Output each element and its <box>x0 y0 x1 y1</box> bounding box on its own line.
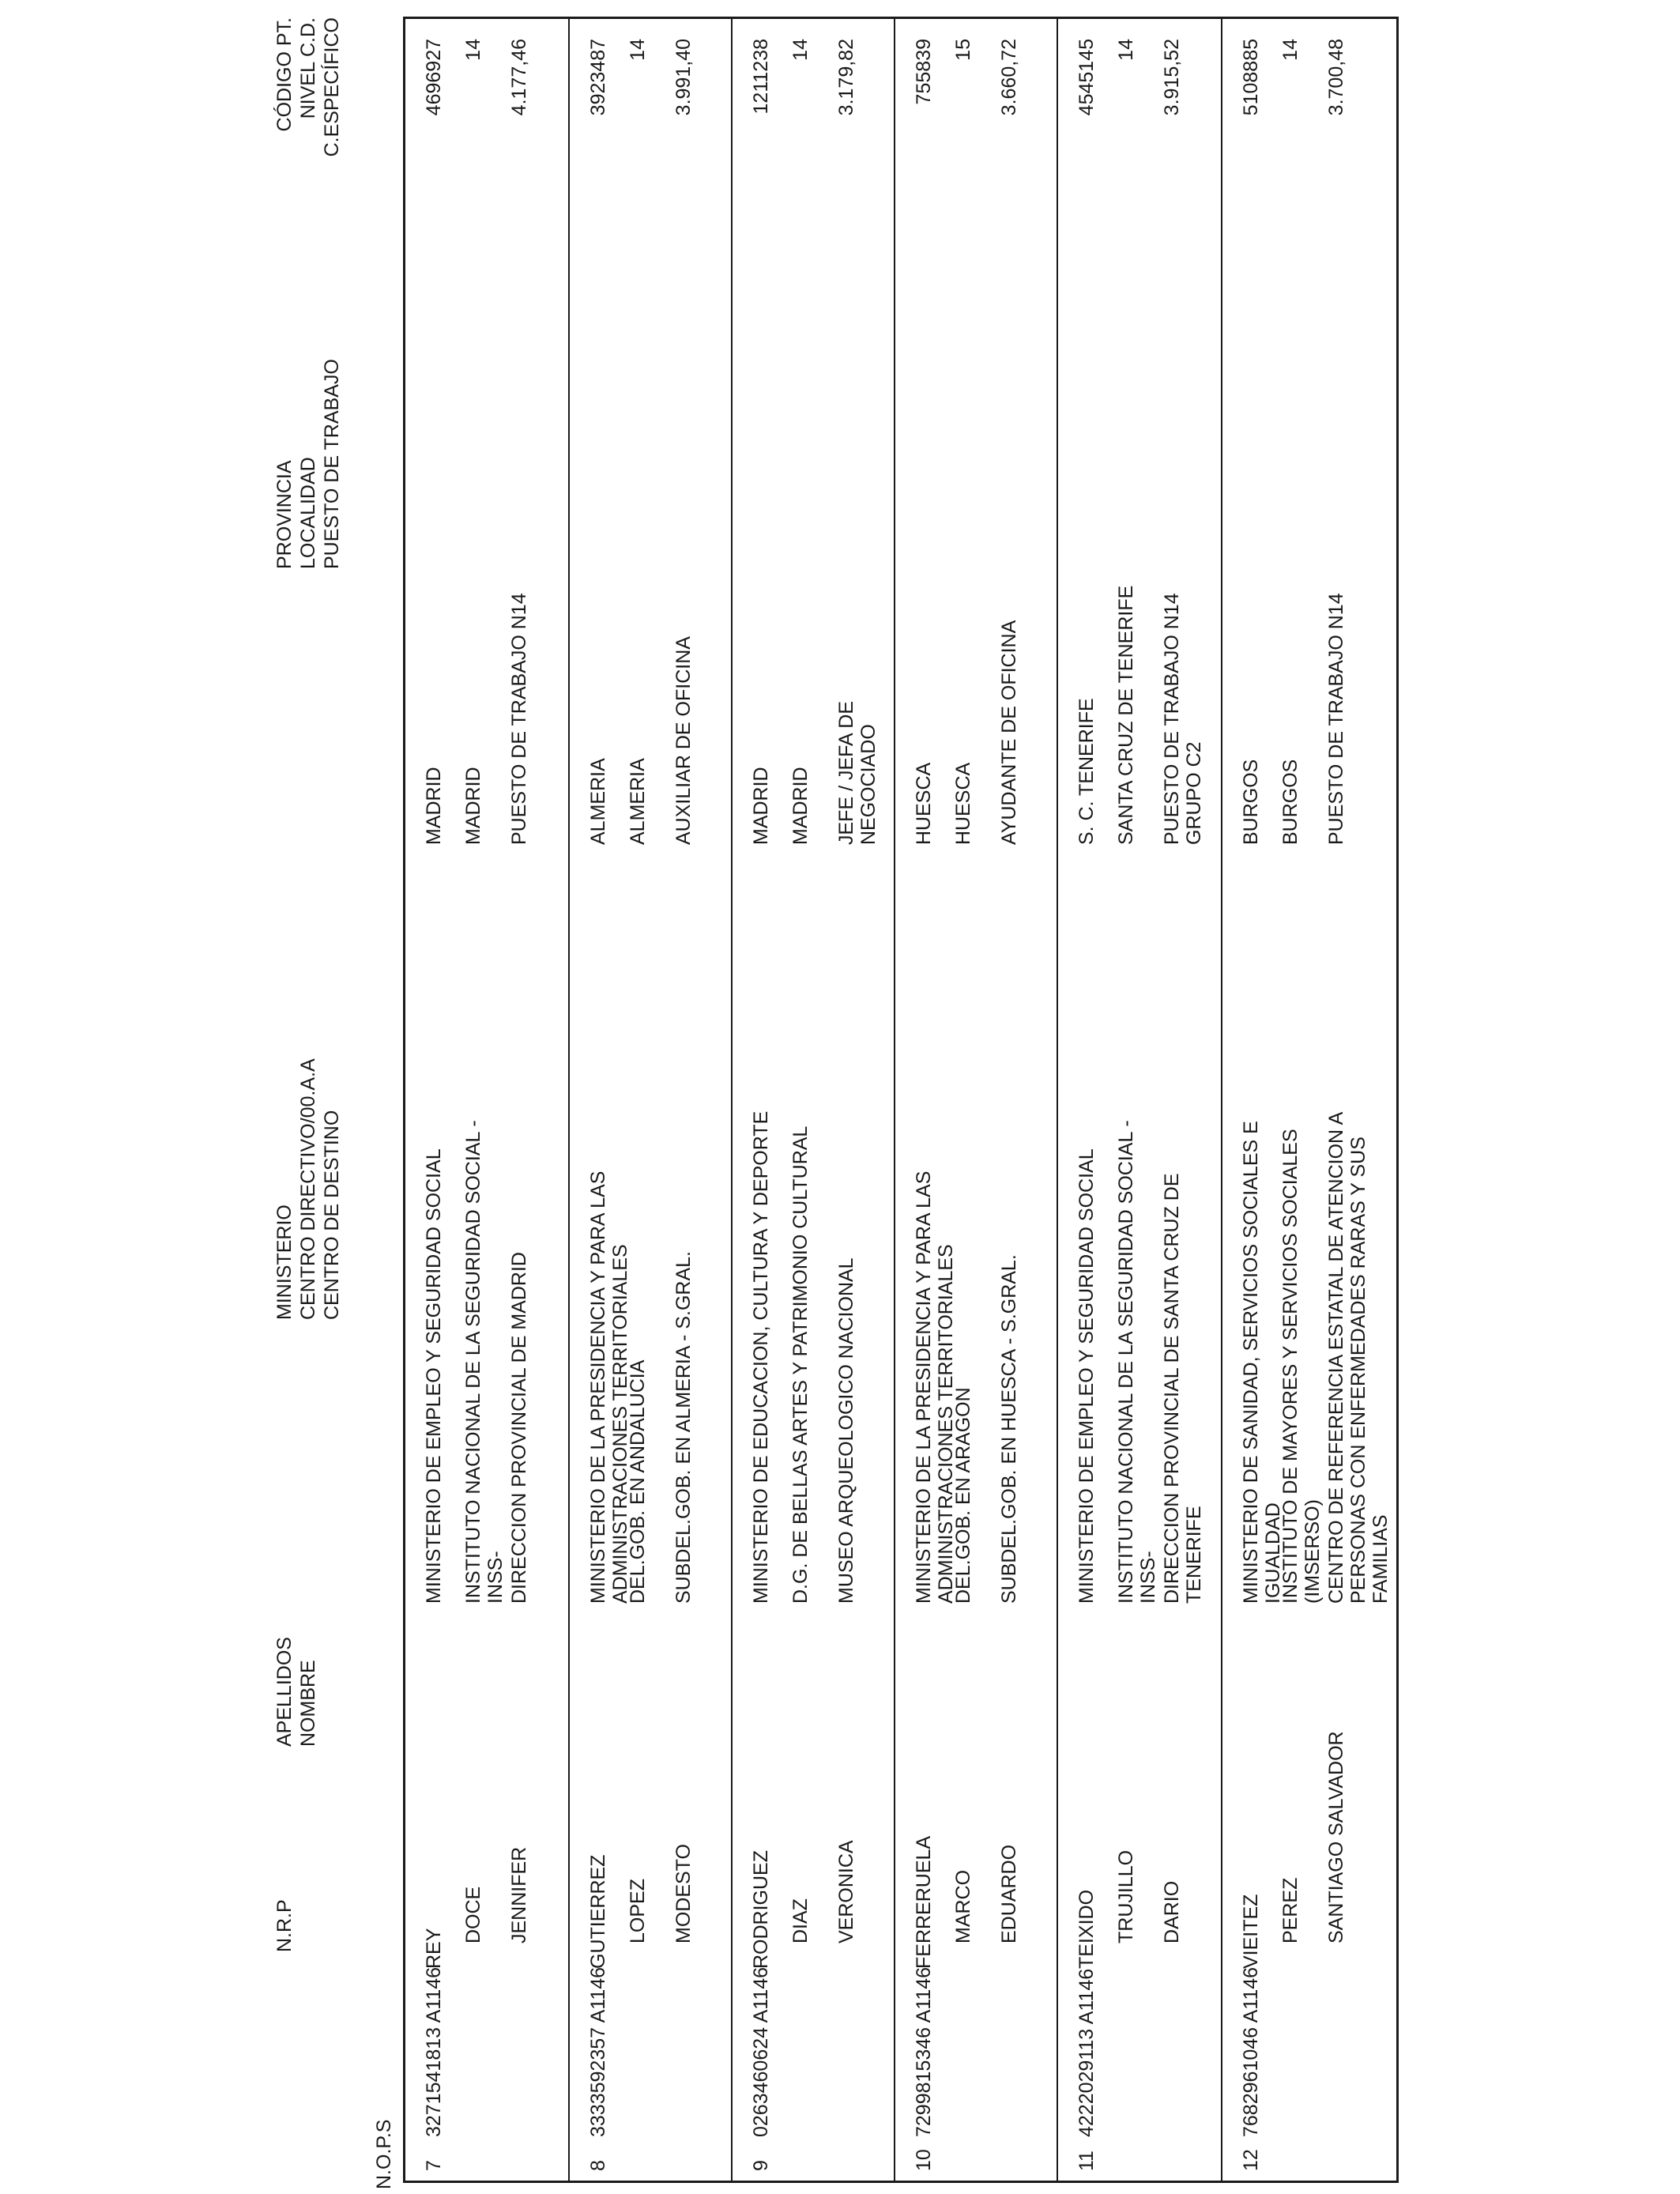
header-nops-label: N.O.P.S <box>373 2119 395 2189</box>
record-apellido2: PEREZ <box>1279 1877 1301 1943</box>
record-provincia: ALMERIA <box>587 758 609 845</box>
record-nombre: EDUARDO <box>998 1844 1020 1943</box>
record-especifico: 4.177,46 <box>508 39 530 116</box>
record-nrp: 7299815346 A1146 <box>913 1966 935 2137</box>
record-nops: 7 <box>423 2160 445 2171</box>
record-localidad: SANTA CRUZ DE TENERIFE <box>1115 585 1137 845</box>
record-puesto: PUESTO DE TRABAJO N14 <box>508 593 530 845</box>
record-nivel: 15 <box>952 39 974 61</box>
header-nrp <box>273 1794 399 1952</box>
record-nombre: DARIO <box>1161 1880 1183 1943</box>
record-ministerio: MINISTERIO DE LA PRESIDENCIA Y PARA LAS ADMINISTRACIONES TERRITORIALES <box>587 1171 631 1604</box>
record-centro-directivo: INSTITUTO NACIONAL DE LA SEGURIDAD SOCIAL -INSS- <box>1115 1120 1159 1604</box>
record-nivel: 14 <box>1115 39 1137 61</box>
record-row <box>568 19 731 2181</box>
record-nops: 8 <box>587 2160 609 2171</box>
header-nrp-label: N.R.P <box>273 1899 296 1952</box>
record-centro-destino: DIRECCION PROVINCIAL DE MADRID <box>508 1252 530 1604</box>
record-apellido2: TRUJILLO <box>1115 1849 1137 1943</box>
record-nivel: 14 <box>627 39 649 61</box>
header-ministerio-centros <box>273 925 399 1320</box>
record-nivel: 14 <box>462 39 484 61</box>
record-apellido1: FERRERUELA <box>913 1835 935 1969</box>
record-puesto: AUXILIAR DE OFICINA <box>672 636 695 845</box>
record-provincia: HUESCA <box>913 762 935 845</box>
record-provincia: BURGOS <box>1240 759 1262 845</box>
header-puesto-label: PUESTO DE TRABAJO <box>321 359 343 569</box>
record-especifico: 3.991,40 <box>672 39 695 116</box>
record-especifico: 3.700,48 <box>1325 39 1347 116</box>
header-centro-directivo-label: CENTRO DIRECTIVO/00.A.A <box>297 1058 319 1320</box>
record-ministerio: MINISTERIO DE LA PRESIDENCIA Y PARA LAS ADMINISTRACIONES TERRITORIALES <box>913 1171 957 1604</box>
record-apellido2: DOCE <box>462 1886 484 1943</box>
record-codigo: 1211238 <box>750 39 772 115</box>
record-row <box>1057 19 1221 2181</box>
header-localidad-label: LOCALIDAD <box>297 457 319 569</box>
record-apellido1: RODRIGUEZ <box>750 1850 772 1969</box>
record-codigo: 4545145 <box>1075 39 1098 116</box>
record-nops: 12 <box>1240 2149 1262 2171</box>
record-nombre: SANTIAGO SALVADOR <box>1325 1731 1347 1943</box>
record-nrp: 7682961046 A1146 <box>1240 1966 1262 2137</box>
record-localidad: HUESCA <box>952 762 974 845</box>
record-puesto: AYUDANTE DE OFICINA <box>998 620 1020 845</box>
record-nops: 9 <box>750 2160 772 2171</box>
record-codigo: 4696927 <box>423 39 445 116</box>
record-row <box>1221 19 1396 2181</box>
record-centro-directivo: D.G. DE BELLAS ARTES Y PATRIMONIO CULTURAL <box>789 1125 812 1604</box>
record-localidad: ALMERIA <box>627 758 649 845</box>
record-centro-destino: DIRECCION PROVINCIAL DE SANTA CRUZ DE TENERIFE <box>1161 1173 1205 1604</box>
record-especifico: 3.660,72 <box>998 39 1020 116</box>
record-ministerio: MINISTERIO DE EMPLEO Y SEGURIDAD SOCIAL <box>1075 1148 1098 1604</box>
record-codigo: 755839 <box>913 39 935 105</box>
record-centro-destino: SUBDEL.GOB. EN HUESCA - S.GRAL. <box>998 1254 1020 1604</box>
record-nivel: 14 <box>1279 39 1301 61</box>
header-provincia-label: PROVINCIA <box>273 460 296 569</box>
record-nombre: MODESTO <box>672 1844 695 1943</box>
header-provincia-puesto <box>273 253 399 569</box>
records-table <box>403 17 1399 2183</box>
record-centro-destino: CENTRO DE REFERENCIA ESTATAL DE ATENCION A PERSONAS CON ENFERMEDADES RARAS Y SUS FAMILIAS <box>1325 1113 1392 1604</box>
record-especifico: 3.915,52 <box>1161 39 1183 116</box>
record-provincia: S. C. TENERIFE <box>1075 698 1098 845</box>
record-puesto: PUESTO DE TRABAJO N14 GRUPO C2 <box>1161 593 1205 845</box>
record-puesto: JEFE / JEFA DE NEGOCIADO <box>835 701 880 845</box>
record-apellido1: REY <box>423 1928 445 1969</box>
record-nombre: JENNIFER <box>508 1846 530 1943</box>
header-nombre-label: NOMBRE <box>297 1660 319 1747</box>
record-centro-destino: MUSEO ARQUEOLOGICO NACIONAL <box>835 1257 857 1604</box>
record-nops: 10 <box>913 2149 935 2171</box>
record-provincia: MADRID <box>750 767 772 845</box>
record-localidad: MADRID <box>789 767 812 845</box>
record-centro-directivo: INSTITUTO DE MAYORES Y SERVICIOS SOCIALES (IMSERSO) <box>1279 1129 1324 1604</box>
header-nops <box>273 2094 399 2189</box>
record-nivel: 14 <box>789 39 812 61</box>
record-puesto: PUESTO DE TRABAJO N14 <box>1325 593 1347 845</box>
record-nrp: 3333592357 A1146 <box>587 1966 609 2137</box>
record-row <box>405 19 568 2181</box>
header-codigo-label: CÓDIGO PT. <box>273 17 296 132</box>
record-apellido2: MARCO <box>952 1869 974 1943</box>
record-apellido2: DIAZ <box>789 1898 812 1943</box>
record-ministerio: MINISTERIO DE EDUCACION, CULTURA Y DEPORTE <box>750 1110 772 1604</box>
rotated-landscape-table <box>273 8 1403 2189</box>
record-centro-directivo: INSTITUTO NACIONAL DE LA SEGURIDAD SOCIAL -INSS- <box>462 1120 507 1604</box>
record-row <box>894 19 1057 2181</box>
record-localidad: MADRID <box>462 767 484 845</box>
record-localidad: BURGOS <box>1279 759 1301 845</box>
header-nivel-label: NIVEL C.D. <box>297 17 319 119</box>
record-codigo: 5108885 <box>1240 39 1262 116</box>
record-especifico: 3.179,82 <box>835 39 857 116</box>
record-apellido2: LOPEZ <box>627 1879 649 1943</box>
record-nrp: 0263460624 A1146 <box>750 1966 772 2137</box>
record-apellido1: GUTIERREZ <box>587 1854 609 1969</box>
header-apellidos-label: APELLIDOS <box>273 1637 296 1747</box>
record-nrp: 4222029113 A1146 <box>1075 1968 1098 2137</box>
record-apellido1: TEIXIDO <box>1075 1889 1098 1969</box>
record-ministerio: MINISTERIO DE EMPLEO Y SEGURIDAD SOCIAL <box>423 1148 445 1604</box>
header-codigo-nivel-especifico <box>273 17 399 198</box>
record-nombre: VERONICA <box>835 1840 857 1943</box>
header-especifico-label: C.ESPECÍFICO <box>321 17 343 157</box>
record-apellido1: VIEITEZ <box>1240 1894 1262 1969</box>
record-nrp: 3271541813 A1146 <box>423 1966 445 2137</box>
record-centro-directivo: DEL.GOB. EN ARAGON <box>952 1387 974 1604</box>
record-ministerio: MINISTERIO DE SANIDAD, SERVICIOS SOCIALES E IGUALDAD <box>1240 1121 1284 1604</box>
header-ministerio-label: MINISTERIO <box>273 1204 296 1320</box>
header-apellidos-nombre <box>273 1557 399 1747</box>
record-provincia: MADRID <box>423 767 445 845</box>
record-centro-destino: SUBDEL.GOB. EN ALMERIA - S.GRAL. <box>672 1251 695 1604</box>
record-codigo: 3923487 <box>587 39 609 116</box>
record-row <box>731 19 894 2181</box>
header-centro-destino-label: CENTRO DE DESTINO <box>321 1110 343 1320</box>
record-nops: 11 <box>1075 2151 1098 2171</box>
record-centro-directivo: DEL.GOB. EN ANDALUCIA <box>627 1359 649 1604</box>
